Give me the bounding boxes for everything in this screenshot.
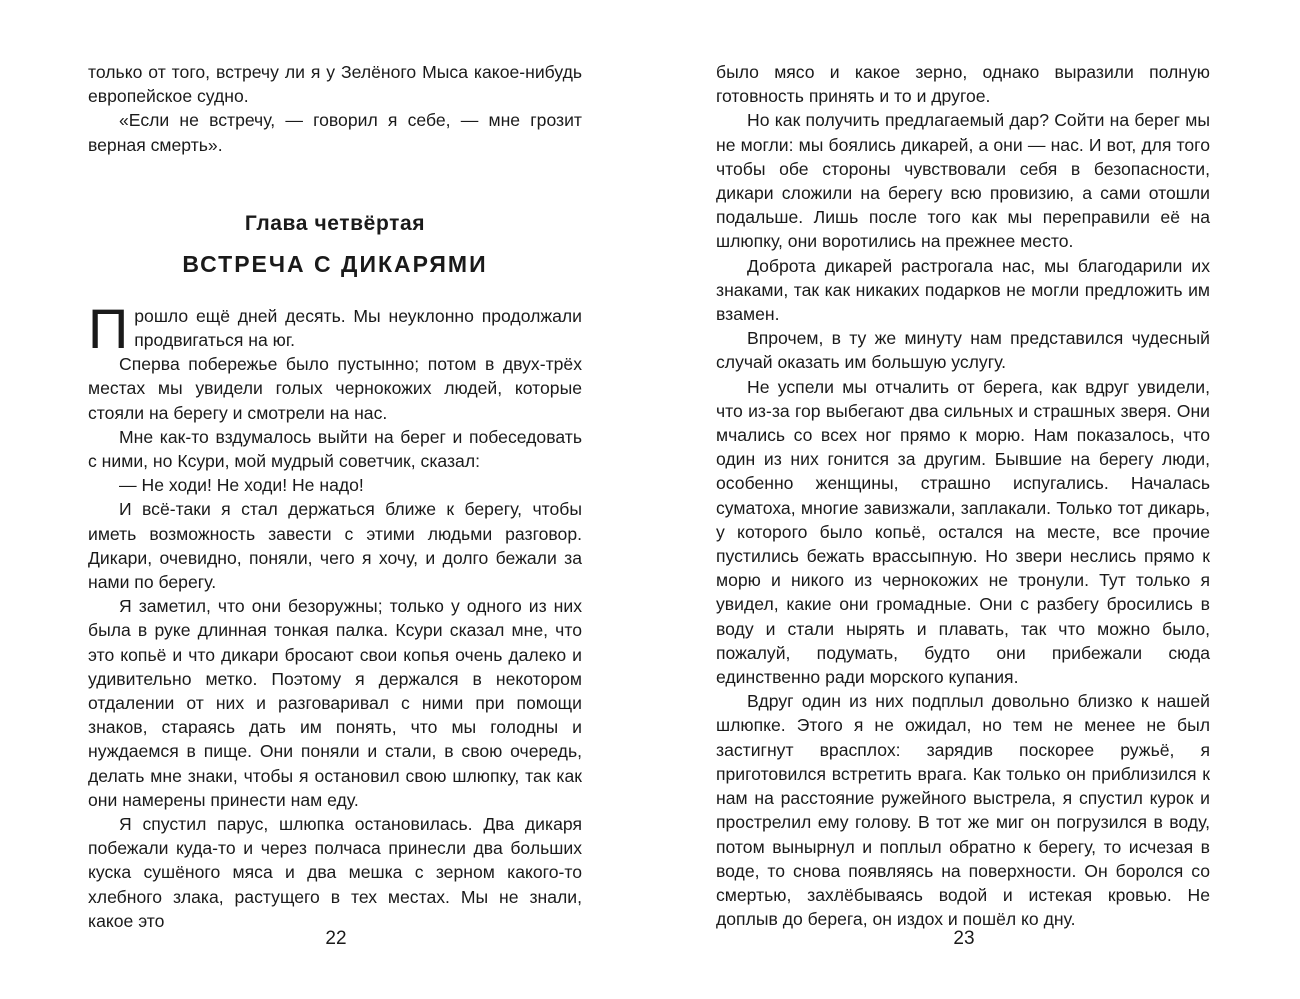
left-page [88,60,582,933]
left-page-text [88,60,582,157]
chapter-heading [88,210,582,280]
first-paragraph-text: рошло ещё дней десять. Мы неуклонно продолжали продвигаться на юг. [134,305,582,351]
paragraph: Сперва побережье было пустынно; потом в двух-трёх местах мы увидели голых чернокожих людей, которые стояли на берегу и смотрели на нас. [88,354,582,423]
paragraph: Мне как-то вздумалось выйти на берег и побеседовать с ними, но Ксури, мой мудрый советчик, сказал: [88,426,582,472]
page-number-right: 23 [953,928,975,949]
paragraph: Доброта дикарей растрогала нас, мы благодарили их знаками, так как никаких подарков не могли предложить им взамен. [716,255,1210,325]
page-number-left: 22 [325,928,347,949]
first-paragraph [88,296,582,360]
paragraph: Я спустил парус, шлюпка остановилась. Два дикаря побежали куда-то и через полчаса принесли два больших куска сушёного мяса и два мешка с зерном какого-то хлебного злака, растущего в тех местах. Мы не знали, какое это [88,814,582,931]
paragraph: Я заметил, что они безоружны; только у одного из них была в руке длинная тонкая палка. Ксури сказал мне, что это копьё и что дикари бросают свои копья очень далеко и удивительно метко. Поэтому я держался в некотором отдалении от них и разговаривал с ними при помощи знаков, стараясь дать им понять, что мы голодны и нуждаемся в пище. Они поняли и стали, в свою очередь, делать мне знаки, чтобы я остановил свою шлюпку, так как они намерены принести нам еду. [88,596,582,810]
paragraph: Вдруг один из них подплыл довольно близко к нашей шлюпке. Этого я не ожидал, но тем не менее не был застигнут врасплох: зарядив поскорее ружьё, я приготовился встретить врага. Как только он приблизился к нам на расстояние ружейного выстрела, я спустил курок и прострелил ему голову. В тот же миг он погрузился в воду, потом вынырнул и поплыл обратно к берегу, то исчезая в воде, то снова появляясь на поверхности. Он боролся со смертью, захлёбываясь водой и истекая кровью. Не доплыв до берега, он издох и пошёл ко дну. [716,691,1210,930]
paragraph: Не успели мы отчалить от берега, как вдруг увидели, что из-за гор выбегают два сильных и страшных зверя. Они мчались со всех ног прямо к морю. Нам показалось, что один из них гонится за другим. Бывшие на берегу люди, особенно женщины, страшно испугались. Началась суматоха, многие завизжали, заплакали. Только тот дикарь, у которого было копьё, остался на месте, все прочие пустились бежать врассыпную. Но звери неслись прямо к морю и никого из чернокожих не тронули. Тут только я увидел, какие они громадные. Они с разбегу бросились в воду и стали нырять и плавать, так что можно было, пожалуй, подумать, будто они прибежали сюда единственно ради морского купания. [716,376,1210,688]
paragraph: Но как получить предлагаемый дар? Сойти на берег мы не могли: мы боялись дикарей, а они — нас. И вот, для того чтобы обе стороны чувствовали себя в безопасности, дикари сложили на берегу всю провизию, а сами отошли подальше. Лишь после того как мы переправили её на шлюпку, они воротились на прежнее место. [716,110,1210,252]
chapter-number: Глава четвёртая [244,211,426,235]
paragraph: Впрочем, в ту же минуту нам представился чудесный случай оказать им большую услугу. [716,328,1210,373]
chapter-title: ВСТРЕЧА С ДИКАРЯМИ [182,250,488,277]
right-page-text [716,60,1210,931]
continuation-paragraph: было мясо и какое зерно, однако выразили полную готовность принять и то и другое. [716,62,1210,107]
paragraph: — Не ходи! Не ходи! Не надо! [119,475,364,496]
chapter-body [88,296,582,933]
right-page [716,60,1210,931]
intro-paragraph: только от того, встречу ли я у Зелёного Мыса какое-нибудь европейское судно. [88,62,582,107]
paragraph: И всё-таки я стал держаться ближе к берегу, чтобы иметь возможность завести с этими людьми разговор. Дикари, очевидно, поняли, чего я хочу, и долго бежали за нами по берегу. [88,499,582,593]
intro-paragraph: «Если не встречу, — говорил я себе, — мне грозит верная смерть». [88,110,582,155]
drop-cap: П [88,296,129,360]
